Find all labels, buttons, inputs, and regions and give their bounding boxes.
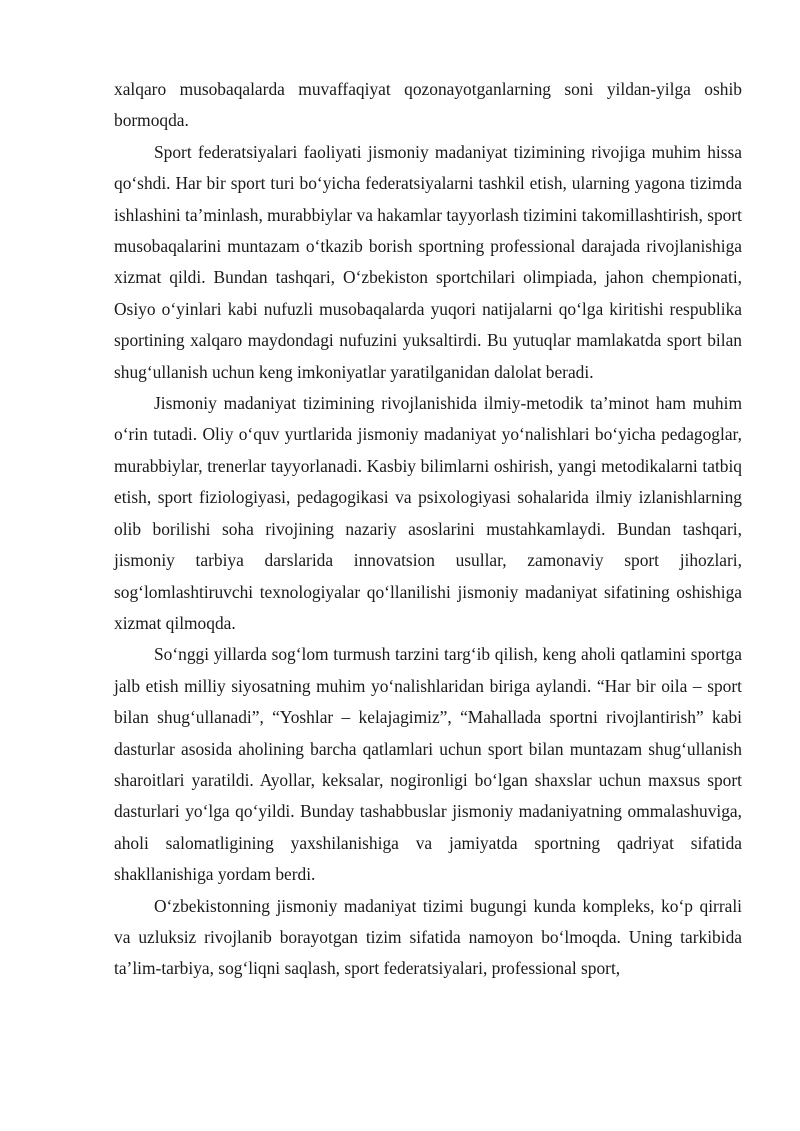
paragraph-3: Jismoniy madaniyat tizimining rivojlanishida ilmiy-metodik ta’minot ham muhim o‘rin tutadi. Oliy o‘quv yurtlarida jismoniy madaniyat yo‘nalishlari bo‘yicha pedagoglar, murabbiylar, trenerlar tayyorlanadi. Kasbiy bilimlarni oshirish, yangi metodikalarni tatbiq etish, sport fiziologiyasi, pedagogikasi va psixologiyasi sohalarida ilmiy izlanishlarning olib borilishi soha rivojining nazariy asoslarini mustahkamlaydi. Bundan tashqari, jismoniy tarbiya darslarida innovatsion usullar, zamonaviy sport jihozlari, sog‘lomlashtiruvchi texnologiyalar qo‘llanilishi jismoniy madaniyat sifatining oshishiga xizmat qilmoqda. [114, 393, 742, 633]
paragraph-4: So‘nggi yillarda sog‘lom turmush tarzini targ‘ib qilish, keng aholi qatlamini sportga jalb etish milliy siyosatning muhim yo‘nalishlaridan biriga aylandi. “Har bir oila – sport bilan shug‘ullanadi”, “Yoshlar – kelajagimiz”, “Mahallada sportni rivojlantirish” kabi dasturlar asosida aholining barcha qatlamlari uchun sport bilan muntazam shug‘ullanish sharoitlari yaratildi. Ayollar, keksalar, nogironligi bo‘lgan shaxslar uchun maxsus sport dasturlari yo‘lga qo‘yildi. Bunday tashabbuslar jismoniy madaniyatning ommalashuviga, aholi salomatligining yaxshilanishiga va jamiyatda sportning qadriyat sifatida shakllanishiga yordam berdi. [114, 644, 742, 885]
document-page [114, 74, 742, 985]
paragraph-2: Sport federatsiyalari faoliyati jismoniy madaniyat tizimining rivojiga muhim hissa qo‘shdi. Har bir sport turi bo‘yicha federatsiyalarni tashkil etish, ularning yagona tizimda ishlashini ta’minlash, murabbiylar va hakamlar tayyorlash tizimini takomillashtirish, sport musobaqalarini muntazam o‘tkazib borish sportning professional darajada rivojlanishiga xizmat qildi. Bundan tashqari, O‘zbekiston sportchilari olimpiada, jahon chempionati, Osiyo o‘yinlari kabi nufuzli musobaqalarda yuqori natijalarni qo‘lga kiritishi respublika sportining xalqaro maydondagi nufuzini yuksaltirdi. Bu yutuqlar mamlakatda sport bilan shug‘ullanish uchun keng imkoniyatlar yaratilganidan dalolat beradi. [114, 141, 742, 382]
paragraph-1: xalqaro musobaqalarda muvaffaqiyat qozonayotganlarning soni yildan-yilga oshib bormoqda. [114, 79, 742, 131]
paragraph-5: O‘zbekistonning jismoniy madaniyat tizimi bugungi kunda kompleks, ko‘p qirrali va uzluksiz rivojlanib borayotgan tizim sifatida namoyon bo‘lmoqda. Uning tarkibida ta’lim-tarbiya, sog‘liqni saqlash, sport federatsiyalari, professional sport, [114, 895, 742, 979]
